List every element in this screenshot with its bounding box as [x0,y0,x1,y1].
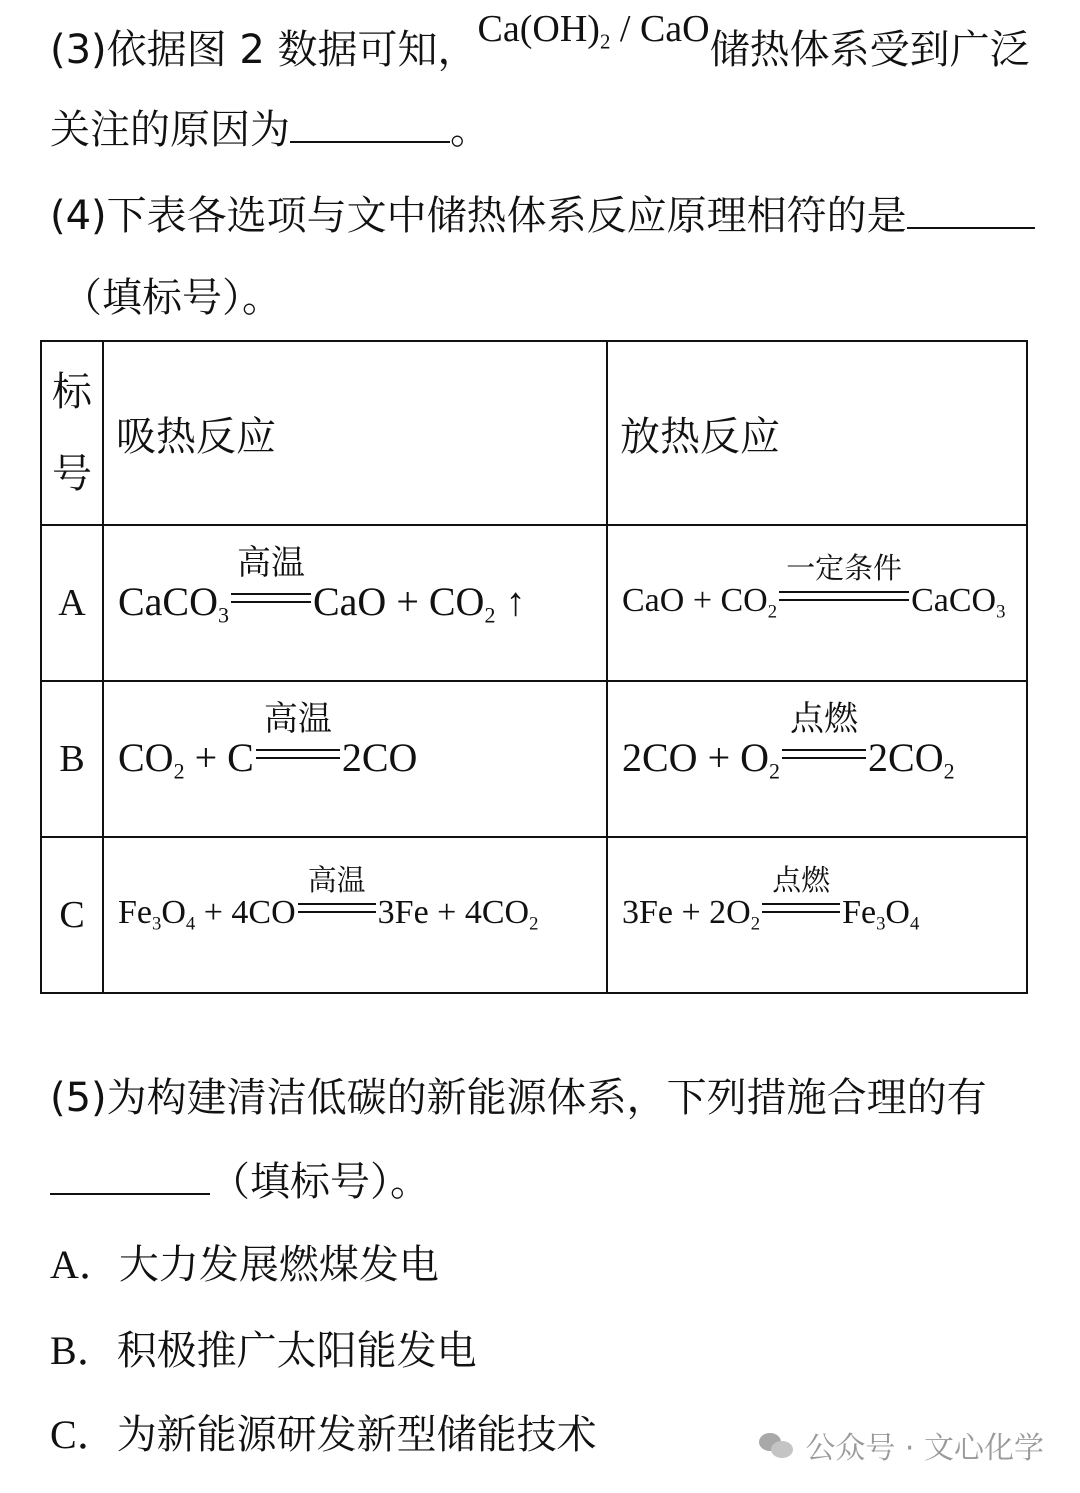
option-letter: A [50,1242,79,1287]
row-id: A [41,525,103,681]
wechat-icon [759,1431,795,1459]
header-endothermic: 吸热反应 [103,341,607,525]
reaction-condition: 一定条件 [779,582,909,620]
row-id: C [41,837,103,993]
exothermic-equation: CaO + $CO_2$ 一定条件 CaCO$_3$ [607,525,1027,681]
reaction-condition: 点燃 [782,734,866,781]
reaction-condition: 高温 [298,894,376,932]
q4-line2: （填标号）。 [62,275,282,321]
option-text: 积极推广太阳能发电 [116,1328,477,1374]
option-letter: B [50,1328,77,1373]
q3-suffix: 储热体系受到广泛 [709,27,1030,73]
endothermic-equation: CaCO$_3$ 高温 CaO + $CO_2$ ↑ [103,525,607,681]
option-a: A．大力发展燃煤发电 [50,1242,439,1288]
q5-line1: (5)为构建清洁低碳的新能源体系，下列措施合理的有 [50,1075,987,1121]
table-row [41,525,1027,681]
row-id: B [41,681,103,837]
table-header-row [41,341,1027,525]
exothermic-equation: $3Fe + 2O_2$ 点燃 $Fe_3O_4$ [607,837,1027,993]
header-exothermic: 放热反应 [607,341,1027,525]
table-row [41,681,1027,837]
watermark [759,1423,1044,1467]
option-b: B．积极推广太阳能发电 [50,1328,477,1374]
header-id-cell [41,341,103,525]
exothermic-equation: $2CO + O_2$ 点燃 $2CO_2$ [607,681,1027,837]
q3-prefix: (3)依据图 2 数据可知， [50,27,478,73]
q3-line1 [50,8,1030,89]
option-c: C．为新能源研发新型储能技术 [50,1412,597,1458]
option-text: 为新能源研发新型储能技术 [116,1412,597,1458]
watermark-text: 公众号 · 文心化学 [805,1431,1044,1466]
q4-line1: (4)下表各选项与文中储热体系反应原理相符的是 [50,190,1035,242]
endothermic-equation: $Fe_3O_4 + 4CO$ 高温 $3Fe + 4CO_2$ [103,837,607,993]
q3-formula: $Ca(OH)_2$ / CaO [477,8,710,54]
q3-answer-blank[interactable] [290,107,450,143]
reaction-condition: 高温 [231,578,311,625]
reaction-condition: 高温 [256,734,340,781]
q4-answer-blank[interactable] [907,193,1035,229]
option-text: 大力发展燃煤发电 [118,1242,439,1288]
table-row [41,837,1027,993]
option-letter: C [50,1412,77,1457]
q3-line2: 关注的原因为 。 [50,107,490,153]
reaction-table [40,340,1028,994]
reaction-condition: 点燃 [762,894,840,932]
q5-answer-blank[interactable] [50,1159,210,1195]
endothermic-equation: $CO_2 + C$ 高温 2CO [103,681,607,837]
header-id: 标号 [52,369,92,497]
q5-line2: （填标号）。 [50,1156,430,1208]
